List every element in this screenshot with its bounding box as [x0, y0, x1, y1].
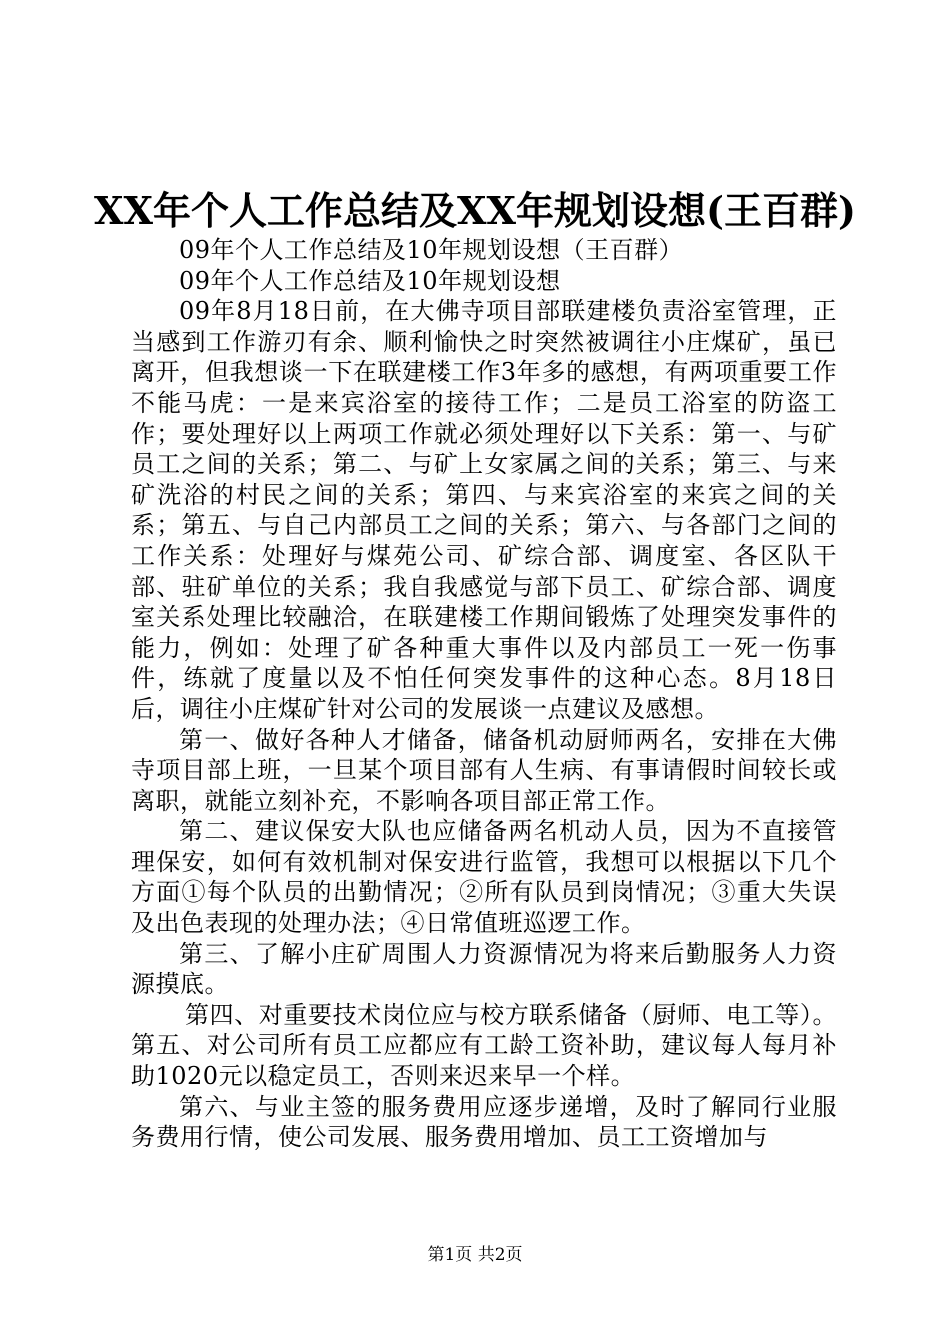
paragraph-second-suggestion: 第二、建议保安大队也应储备两名机动人员，因为不直接管理保安，如何有效机制对保安进行监管，我想可以根据以下几个方面①每个队员的出勤情况；②所有队员到岗情况；③重大失误及出色表现的处理办法；④日常值班巡逻工作。 [131, 817, 837, 938]
document-body [131, 235, 837, 1153]
paragraph-third-suggestion: 第三、了解小庄矿周围人力资源情况为将来后勤服务人力资源摸底。 [131, 939, 837, 999]
subtitle-line-1: 09年个人工作总结及10年规划设想（王百群） [179, 236, 684, 264]
paragraph-intro: 09年8月18日前，在大佛寺项目部联建楼负责浴室管理，正当感到工作游刃有余、顺利愉快之时突然被调往小庄煤矿，虽已离开，但我想谈一下在联建楼工作3年多的感想，有两项重要工作不能马虎：一是来宾浴室的接待工作；二是员工浴室的防盗工作；要处理好以上两项工作就必须处理好以下关系：第一、与矿员工之间的关系；第二、与矿上女家属之间的关系；第三、与来矿洗浴的村民之间的关系；第四、与来宾浴室的来宾之间的关系；第五、与自己内部员工之间的关系；第六、与各部门之间的工作关系：处理好与煤苑公司、矿综合部、调度室、各区队干部、驻矿单位的关系；我自我感觉与部下员工、矿综合部、调度室关系处理比较融洽，在联建楼工作期间锻炼了处理突发事件的能力，例如：处理了矿各种重大事件以及内部员工一死一伤事件，练就了度量以及不怕任何突发事件的这种心态。8月18日后，调往小庄煤矿针对公司的发展谈一点建议及感想。 [131, 297, 837, 723]
document-title: XX年个人工作总结及XX年规划设想(王百群) [94, 188, 856, 233]
page-number-footer: 第1页 共2页 [427, 1245, 523, 1265]
paragraph-fourth-fifth-suggestion: 第四、对重要技术岗位应与校方联系储备（厨师、电工等）。第五、对公司所有员工应都应有工龄工资补助，建议每人每月补助1020元以稳定员工，否则来迟来早一个样。 [131, 1000, 837, 1091]
paragraph-first-suggestion: 第一、做好各种人才储备，储备机动厨师两名，安排在大佛寺项目部上班，一旦某个项目部有人生病、有事请假时间较长或离职，就能立刻补充，不影响各项目部正常工作。 [131, 725, 837, 815]
paragraph-sixth-suggestion: 第六、与业主签的服务费用应逐步递增，及时了解同行业服务费用行情，使公司发展、服务费用增加、员工工资增加与 [131, 1092, 837, 1152]
subtitle-line-2: 09年个人工作总结及10年规划设想 [179, 266, 561, 295]
